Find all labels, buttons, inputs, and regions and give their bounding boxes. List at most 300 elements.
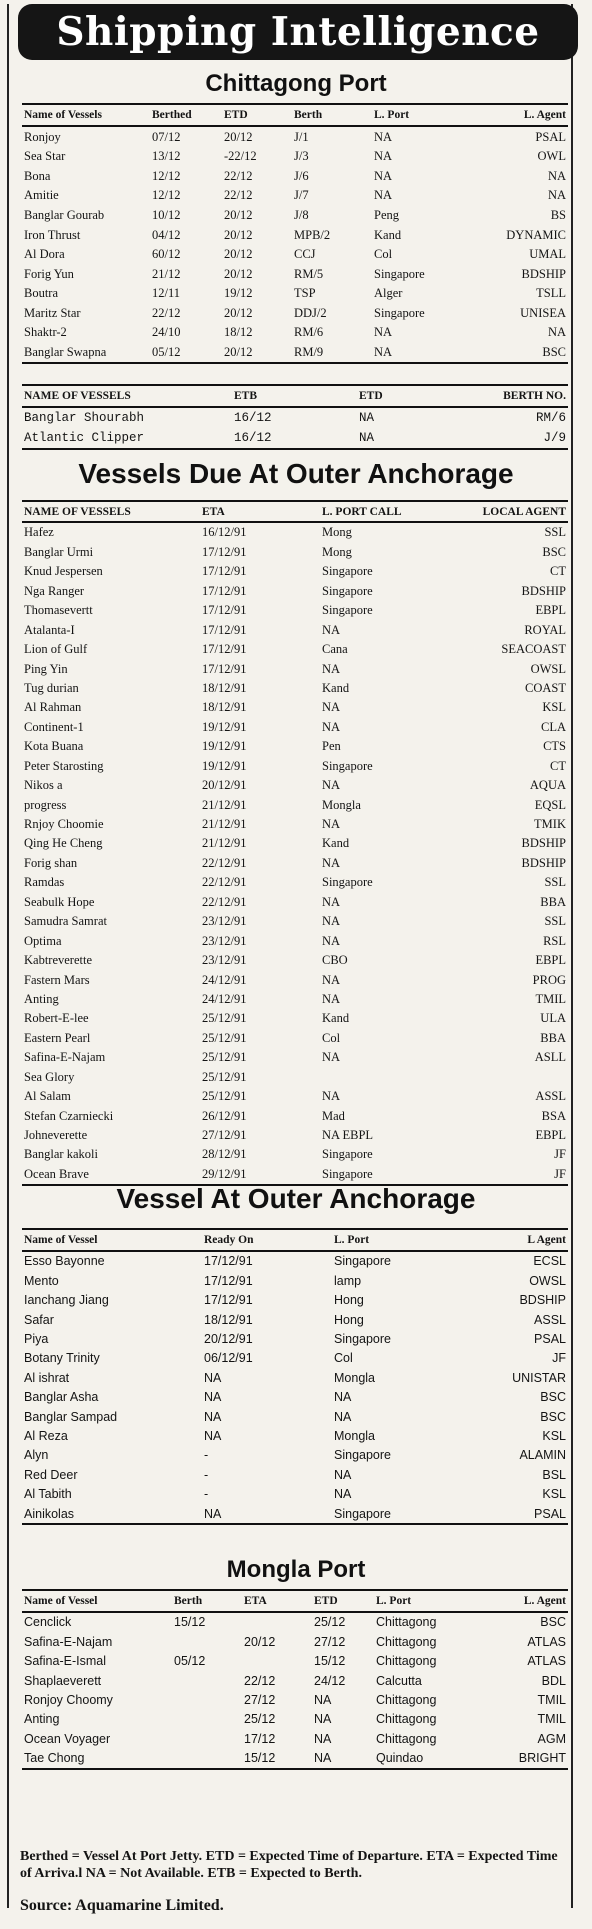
at-cell: NA: [202, 1504, 332, 1524]
table-row: [22, 1407, 568, 1426]
mongla-cell: TMIL: [537, 1693, 566, 1707]
at-cell: Banglar Sampad: [24, 1409, 118, 1424]
chittagong-cell: NA: [547, 188, 566, 203]
chittagong-cell: NA: [374, 149, 393, 164]
table-row: [22, 1009, 568, 1028]
table-row: [22, 1310, 568, 1329]
due-cell: SSL: [544, 525, 566, 540]
due-cell: TMIL: [535, 991, 566, 1006]
due-cell: Ramdas: [24, 875, 65, 890]
table-row: [22, 1368, 568, 1387]
mongla-cell: Chittagong: [376, 1634, 437, 1649]
chittagong-column-header: Name of Vessels: [22, 104, 150, 126]
at-cell: NA: [204, 1409, 222, 1424]
mongla-cell: NA: [314, 1693, 332, 1707]
due-cell: Robert-E-lee: [24, 1011, 89, 1026]
due-cell: 19/12/91: [202, 739, 247, 754]
chittagong-column-header: Berth: [292, 104, 372, 126]
due-cell: Banglar kakoli: [24, 1147, 98, 1162]
due-cell: CLA: [541, 719, 566, 734]
table-row: [22, 1691, 568, 1710]
mongla-cell: BRIGHT: [474, 1749, 568, 1769]
table-row: [22, 698, 568, 717]
chittagong-cell: 21/12: [152, 266, 181, 281]
mongla-header-row: [22, 1590, 568, 1612]
due-cell: Kand: [322, 1011, 350, 1026]
at-cell: NA: [334, 1409, 352, 1424]
chittagong-cell: Iron Thrust: [24, 227, 81, 242]
etb-cell: Banglar Shourabh: [24, 410, 145, 425]
chittagong-title: Chittagong Port: [205, 70, 387, 97]
due-cell: NA: [322, 700, 341, 715]
due-cell: 27/12/91: [202, 1128, 247, 1143]
due-cell: NA: [322, 778, 341, 793]
due-cell: EQSL: [534, 797, 566, 812]
due-cell: 17/12/91: [202, 603, 247, 618]
due-cell: 17/12/91: [202, 564, 247, 579]
at-header-row: [22, 1229, 568, 1251]
table-row: [22, 620, 568, 639]
mongla-cell: Calcutta: [376, 1673, 422, 1688]
mongla-cell: 15/12: [174, 1615, 206, 1630]
mongla-cell: BSC: [540, 1615, 566, 1630]
due-cell: 18/12/91: [202, 680, 247, 695]
due-cell: BDSHIP: [521, 583, 566, 598]
mongla-cell: 24/12: [314, 1673, 346, 1688]
due-cell: Samudra Samrat: [24, 914, 107, 929]
due-column-header: L. PORT CALL: [320, 501, 460, 522]
due-cell: 26/12/91: [202, 1108, 247, 1123]
mongla-cell: Safina-E-Ismal: [24, 1654, 106, 1669]
at-cell: Mongla: [334, 1370, 375, 1385]
due-cell: 21/12/91: [202, 836, 247, 851]
due-cell: Seabulk Hope: [24, 894, 95, 909]
table-row: [22, 970, 568, 989]
chittagong-cell: Kand: [374, 227, 402, 242]
mongla-cell: Chittagong: [376, 1731, 437, 1746]
at-cell: Hong: [334, 1293, 364, 1308]
table-row: [22, 1164, 568, 1184]
due-cell: TMIK: [534, 817, 566, 832]
table-row: [22, 756, 568, 775]
table-row: [22, 1504, 568, 1524]
due-cell: ULA: [540, 1011, 566, 1026]
due-title: Vessels Due At Outer Anchorage: [78, 458, 514, 489]
at-cell: Singapore: [334, 1332, 391, 1346]
chittagong-cell: Banglar Gourab: [24, 207, 105, 222]
at-cell: 17/12/91: [204, 1293, 253, 1308]
chittagong-cell: Amitie: [24, 188, 59, 203]
due-cell: RSL: [543, 933, 566, 948]
at-cell: -: [204, 1467, 209, 1482]
mongla-cell: Chittagong: [376, 1615, 437, 1630]
at-cell: PSAL: [534, 1332, 566, 1346]
table-row: [22, 1652, 568, 1671]
due-cell: progress: [24, 797, 67, 812]
at-cell: Mongla: [334, 1428, 375, 1443]
chittagong-cell: NA: [374, 188, 393, 203]
due-cell: NA: [322, 622, 341, 637]
due-cell: PROG: [532, 972, 566, 987]
due-cell: NA EBPL: [322, 1128, 374, 1143]
at-cell: Col: [334, 1351, 353, 1366]
due-cell: 25/12/91: [202, 1089, 247, 1104]
due-cell: Johneverette: [24, 1128, 88, 1143]
due-cell: ASSL: [535, 1089, 566, 1104]
chittagong-cell: Forig Yun: [24, 266, 74, 281]
due-cell: JF: [554, 1147, 566, 1162]
due-cell: 21/12/91: [202, 817, 247, 832]
due-cell: Kand: [322, 680, 350, 695]
chittagong-cell: Alger: [374, 286, 403, 301]
mongla-cell: 25/12: [314, 1615, 346, 1630]
mongla-column-header: ETA: [242, 1590, 312, 1612]
mongla-cell: Quindao: [374, 1749, 474, 1769]
table-row: [22, 815, 568, 834]
at-cell: BDSHIP: [519, 1293, 566, 1308]
mongla-cell: 15/12: [314, 1654, 346, 1669]
at-cell: 20/12/91: [204, 1332, 253, 1346]
due-cell: 24/12/91: [202, 972, 247, 987]
at-cell: Singapore: [334, 1254, 391, 1269]
chittagong-cell: UMAL: [529, 247, 566, 262]
table-row: [22, 1671, 568, 1690]
etb-column-header: BERTH NO.: [447, 385, 568, 407]
mongla-cell: ATLAS: [527, 1654, 566, 1669]
chittagong-cell: 22/12: [224, 188, 253, 203]
due-cell: 24/12/91: [202, 991, 247, 1006]
due-cell: 19/12/91: [202, 719, 247, 734]
due-cell: 22/12/91: [202, 855, 247, 870]
chittagong-cell: NA: [374, 325, 393, 340]
chittagong-cell: NA: [372, 343, 472, 364]
mongla-cell: Cenclick: [24, 1615, 72, 1630]
due-cell: [460, 1067, 568, 1086]
due-cell: NA: [322, 719, 341, 734]
due-cell: Ocean Brave: [22, 1164, 200, 1184]
table-row: [22, 245, 568, 265]
at-cell: 17/12/91: [204, 1254, 253, 1269]
chittagong-cell: Sea Star: [24, 149, 66, 164]
chittagong-cell: J/1: [294, 129, 309, 144]
chittagong-cell: TSP: [294, 286, 316, 301]
chittagong-cell: Banglar Swapna: [22, 343, 150, 364]
chittagong-cell: CCJ: [294, 247, 316, 262]
mongla-cell: NA: [314, 1731, 332, 1746]
table-row: [22, 186, 568, 206]
table-row: [22, 1612, 568, 1632]
chittagong-cell: Ronjoy: [24, 129, 61, 144]
chittagong-column-header: L. Port: [372, 104, 472, 126]
table-row: [22, 303, 568, 323]
at-table: [22, 1228, 568, 1525]
mongla-column-header: L. Agent: [474, 1590, 568, 1612]
due-cell: ROYAL: [524, 622, 566, 637]
table-row: [22, 1251, 568, 1271]
due-cell: 22/12/91: [202, 894, 247, 909]
due-cell: Mongla: [322, 797, 361, 812]
at-column-header: L. Port: [332, 1229, 472, 1251]
etb-cell: 16/12: [234, 410, 272, 425]
table-row: [22, 640, 568, 659]
mongla-column-header: Name of Vessel: [22, 1590, 172, 1612]
chittagong-cell: 20/12: [224, 227, 253, 242]
due-cell: NA: [322, 817, 341, 832]
mongla-column-header: Berth: [172, 1590, 242, 1612]
mongla-cell: ATLAS: [527, 1634, 566, 1649]
due-cell: Nga Ranger: [24, 583, 85, 598]
mongla-cell: Chittagong: [376, 1654, 437, 1669]
due-cell: CBO: [322, 953, 348, 968]
chittagong-cell: 20/12: [224, 247, 253, 262]
due-cell: SEACOAST: [501, 642, 566, 657]
at-column-header: L Agent: [472, 1229, 568, 1251]
due-cell: Col: [322, 1030, 341, 1045]
table-row: [22, 912, 568, 931]
chittagong-cell: 07/12: [152, 129, 181, 144]
mongla-cell: [172, 1691, 242, 1710]
mongla-cell: NA: [314, 1712, 332, 1727]
due-cell: Thomasevertt: [24, 603, 93, 618]
due-cell: NA: [322, 933, 341, 948]
due-cell: Al Salam: [24, 1089, 71, 1104]
due-cell: 17/12/91: [202, 583, 247, 598]
due-cell: NA: [322, 661, 341, 676]
due-cell: Atalanta-I: [24, 622, 75, 637]
due-cell: Kand: [322, 836, 350, 851]
due-cell: 21/12/91: [202, 797, 247, 812]
mongla-cell: 27/12: [244, 1693, 276, 1707]
due-cell: NA: [322, 894, 341, 909]
chittagong-cell: Al Dora: [24, 247, 65, 262]
at-cell: Mento: [24, 1273, 59, 1288]
table-row: [22, 264, 568, 284]
mongla-title: Mongla Port: [226, 1556, 366, 1583]
due-cell: Eastern Pearl: [24, 1030, 91, 1045]
mongla-cell: [172, 1671, 242, 1690]
table-row: [22, 1632, 568, 1651]
chittagong-column-header: ETD: [222, 104, 292, 126]
at-cell: ALAMIN: [519, 1448, 566, 1463]
chittagong-cell: 18/12: [224, 325, 253, 340]
mongla-cell: 20/12: [244, 1634, 276, 1649]
mongla-column-header: ETD: [312, 1590, 374, 1612]
table-row: [22, 990, 568, 1009]
chittagong-cell: BDSHIP: [521, 266, 566, 281]
chittagong-header-row: [22, 104, 568, 126]
mongla-cell: Chittagong: [376, 1712, 437, 1727]
table-row: [22, 581, 568, 600]
table-row: [22, 717, 568, 736]
mongla-cell: Chittagong: [376, 1693, 437, 1707]
at-cell: Singapore: [334, 1448, 391, 1463]
at-cell: ASSL: [534, 1312, 566, 1327]
etb-header-row: [22, 385, 568, 407]
chittagong-cell: 10/12: [152, 207, 181, 222]
at-cell: Ainikolas: [22, 1504, 202, 1524]
mongla-cell: Shaplaeverett: [24, 1673, 102, 1688]
chittagong-column-header: L. Agent: [472, 104, 568, 126]
chittagong-cell: MPB/2: [294, 227, 331, 242]
chittagong-cell: 12/11: [152, 286, 181, 301]
chittagong-cell: NA: [547, 168, 566, 183]
etb-cell: 16/12: [232, 428, 357, 449]
due-cell: Singapore: [320, 1164, 460, 1184]
table-row: [22, 776, 568, 795]
chittagong-column-header: Berthed: [150, 104, 222, 126]
at-cell: KSL: [542, 1428, 566, 1443]
legend-text: Berthed = Vessel At Port Jetty. ETD = Expected Time of Departure. ETA = Expected Time of Arriva.l NA = Not Available. ETB = Expected to Berth.: [20, 1849, 558, 1881]
due-cell: Tug durian: [24, 680, 79, 695]
source-text: Source: Aquamarine Limited.: [20, 1897, 224, 1914]
table-row: [22, 542, 568, 561]
due-cell: BDSHIP: [521, 855, 566, 870]
due-cell: Mad: [322, 1108, 345, 1123]
due-column-header: NAME OF VESSELS: [22, 501, 200, 522]
due-cell: NA: [322, 1050, 341, 1065]
due-cell: Kota Buana: [24, 739, 84, 754]
chittagong-cell: DYNAMIC: [506, 227, 566, 242]
due-cell: BBA: [540, 894, 566, 909]
etb-column-header: NAME OF VESSELS: [22, 385, 232, 407]
chittagong-cell: 22/12: [224, 168, 253, 183]
table-row: [22, 873, 568, 892]
due-cell: Kabtreverette: [24, 953, 93, 968]
at-cell: NA: [334, 1390, 352, 1405]
due-cell: 25/12/91: [202, 1011, 247, 1026]
at-cell: NA: [204, 1370, 222, 1385]
at-cell: BSC: [540, 1390, 566, 1405]
due-cell: Singapore: [322, 758, 373, 773]
table-row: [22, 284, 568, 304]
due-cell: EBPL: [535, 603, 566, 618]
at-cell: Red Deer: [24, 1467, 78, 1482]
due-cell: Singapore: [322, 583, 373, 598]
due-cell: NA: [322, 1089, 341, 1104]
table-row: [22, 522, 568, 542]
due-cell: 23/12/91: [202, 914, 247, 929]
mongla-cell: Safina-E-Najam: [24, 1634, 113, 1649]
due-cell: 18/12/91: [202, 700, 247, 715]
mongla-cell: 15/12: [242, 1749, 312, 1769]
due-cell: JF: [460, 1164, 568, 1184]
due-cell: Knud Jespersen: [24, 564, 103, 579]
due-cell: EBPL: [535, 953, 566, 968]
chittagong-cell: Peng: [374, 207, 399, 222]
due-cell: Singapore: [322, 603, 373, 618]
at-cell: Ianchang Jiang: [24, 1293, 109, 1308]
chittagong-cell: Maritz Star: [24, 305, 81, 320]
at-cell: -: [204, 1448, 209, 1463]
due-cell: Mong: [322, 544, 352, 559]
due-cell: Qing He Cheng: [24, 836, 103, 851]
at-cell: Piya: [24, 1332, 49, 1346]
at-cell: BSL: [542, 1467, 566, 1482]
table-row: [22, 343, 568, 364]
table-row: [22, 1087, 568, 1106]
due-column-header: LOCAL AGENT: [460, 501, 568, 522]
chittagong-cell: NA: [547, 325, 566, 340]
table-row: [22, 225, 568, 245]
table-row: [22, 205, 568, 225]
mongla-cell: NA: [312, 1749, 374, 1769]
due-cell: Nikos a: [24, 778, 63, 793]
chittagong-cell: Shaktr-2: [24, 325, 67, 340]
table-row: [22, 1048, 568, 1067]
mongla-cell: [172, 1749, 242, 1769]
table-row: [22, 1465, 568, 1484]
due-cell: 25/12/91: [202, 1030, 247, 1045]
table-row: [22, 147, 568, 167]
at-column-header: Name of Vessel: [22, 1229, 202, 1251]
due-cell: NA: [322, 914, 341, 929]
due-cell: SSL: [544, 875, 566, 890]
due-cell: Lion of Gulf: [24, 642, 88, 657]
chittagong-cell: DDJ/2: [294, 305, 327, 320]
due-cell: 17/12/91: [202, 642, 247, 657]
due-cell: 20/12/91: [202, 778, 247, 793]
due-cell: 25/12/91: [202, 1069, 247, 1084]
table-row: [22, 892, 568, 911]
table-row: [22, 1067, 568, 1086]
due-cell: CT: [550, 564, 566, 579]
chittagong-cell: 04/12: [152, 227, 181, 242]
at-cell: -: [204, 1487, 209, 1502]
mongla-cell: 27/12: [314, 1634, 346, 1649]
at-cell: Al Tabith: [24, 1487, 72, 1502]
chittagong-cell: 20/12: [224, 207, 253, 222]
chittagong-cell: RM/5: [294, 266, 324, 281]
mongla-cell: [242, 1612, 312, 1632]
table-row: [22, 795, 568, 814]
table-row: [22, 1291, 568, 1310]
chittagong-cell: RM/6: [294, 325, 324, 340]
table-row: [22, 562, 568, 581]
due-cell: KSL: [542, 700, 566, 715]
due-cell: Singapore: [322, 1147, 373, 1162]
chittagong-cell: PSAL: [535, 129, 566, 144]
chittagong-cell: 60/12: [152, 247, 181, 262]
mongla-cell: [172, 1632, 242, 1651]
table-row: [22, 1145, 568, 1164]
mongla-cell: Ronjoy Choomy: [24, 1693, 113, 1707]
at-cell: Banglar Asha: [24, 1390, 99, 1405]
at-cell: Al ishrat: [24, 1370, 70, 1385]
at-cell: Singapore: [332, 1504, 472, 1524]
table-row: [22, 1349, 568, 1368]
chittagong-cell: NA: [374, 129, 393, 144]
due-cell: CT: [550, 758, 566, 773]
table-row: [22, 166, 568, 186]
table-row: [22, 126, 568, 147]
at-cell: PSAL: [472, 1504, 568, 1524]
at-cell: Hong: [334, 1312, 364, 1327]
due-cell: NA: [322, 855, 341, 870]
table-row: [22, 853, 568, 872]
due-cell: BBA: [540, 1030, 566, 1045]
chittagong-cell: OWL: [537, 149, 566, 164]
table-row: [22, 679, 568, 698]
at-cell: 06/12/91: [204, 1351, 253, 1366]
due-cell: Stefan Czarniecki: [24, 1108, 114, 1123]
due-column-header: ETA: [200, 501, 320, 522]
chittagong-cell: BSC: [472, 343, 568, 364]
table-row: [22, 931, 568, 950]
due-cell: AQUA: [529, 778, 566, 793]
due-cell: Peter Starosting: [24, 758, 104, 773]
due-cell: Singapore: [322, 564, 373, 579]
due-table: [22, 500, 568, 1186]
